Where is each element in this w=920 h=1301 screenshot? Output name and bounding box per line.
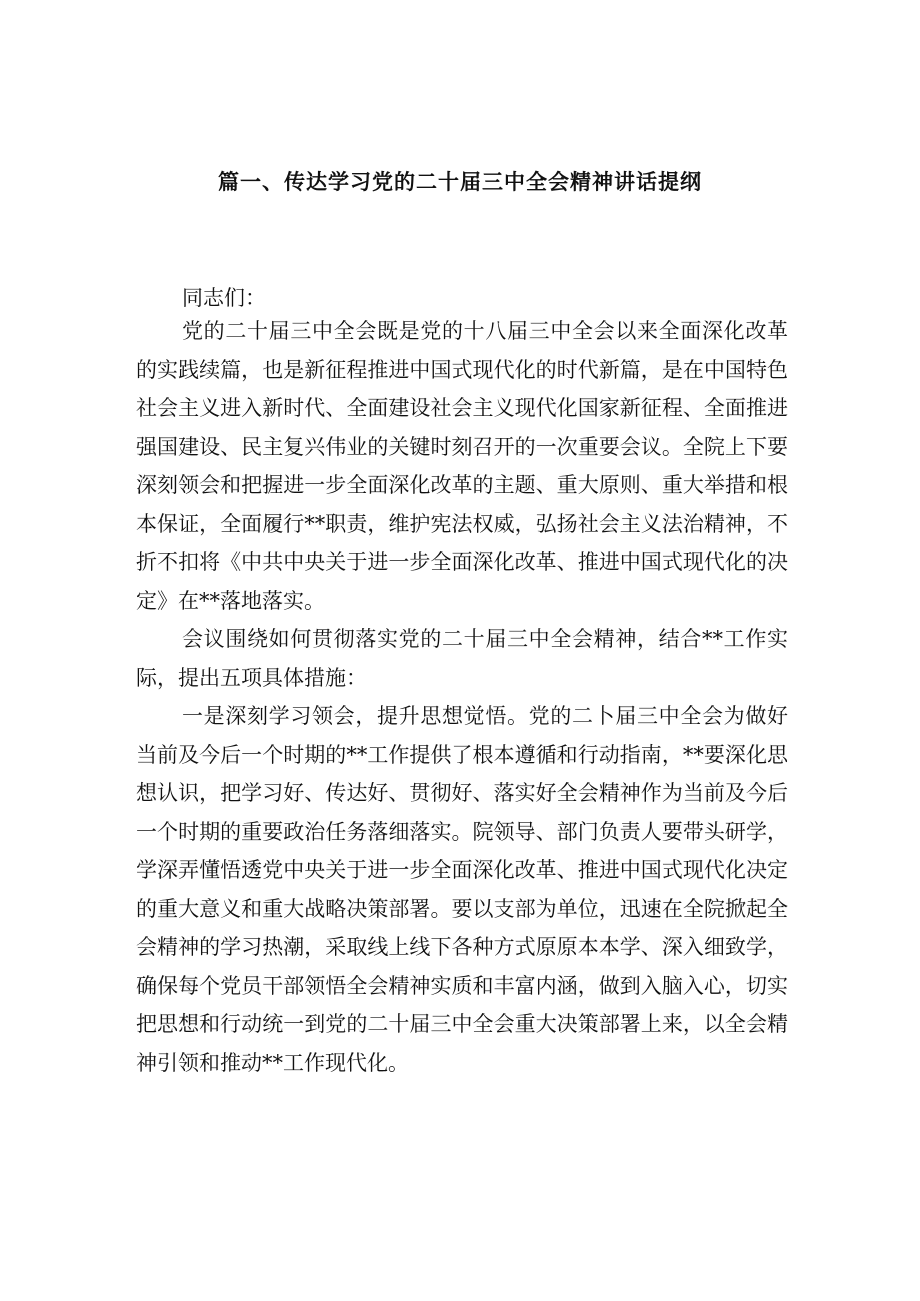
document-title: 篇一、传达学习党的二十届三中全会精神讲话提纲	[218, 170, 702, 194]
document-body	[136, 312, 788, 1082]
paragraph-measure-one: 一是深刻学习领会，提升思想觉悟。党的二卜届三中全会为做好当前及今后一个时期的**工作提供了根本遵循和行动指南，**要深化思想认识，把学习好、传达好、贯彻好、落实好全会精神作为当前及今后一个时期的重要政治任务落细落实。院领导、部门负责人要带头研学，学深弄懂悟透党中央关于进一步全面深化改革、推进中国式现代化决定的重大意义和重大战略决策部署。要以支部为单位，迅速在全院掀起全会精神的学习热潮，采取线上线下各种方式原原本本学、深入细致学，确保每个党员干部领悟全会精神实质和丰富内涵，做到入脑入心，切实把思想和行动统一到党的二十届三中全会重大决策部署上来，以全会精神引领和推动**工作现代化。	[136, 704, 788, 1075]
paragraph-intro: 党的二十届三中全会既是党的十八届三中全会以来全面深化改革的实践续篇，也是新征程推进中国式现代化的时代新篇，是在中国特色社会主义进入新时代、全面建设社会主义现代化国家新征程、全面推进强国建设、民主复兴伟业的关键时刻召开的一次重要会议。全院上下要深刻领会和把握进一步全面深化改革的主题、重大原则、重大举措和根本保证，全面履行**职责，维护宪法权威，弘扬社会主义法治精神，不折不扣将《中共中央关于进一步全面深化改革、推进中国式现代化的决定》在**落地落实。	[136, 319, 788, 613]
salutation: 同志们：	[182, 286, 266, 310]
paragraph-measures: 会议围绕如何贯彻落实党的二十届三中全会精神，结合**工作实际，提出五项具体措施：	[136, 627, 788, 690]
